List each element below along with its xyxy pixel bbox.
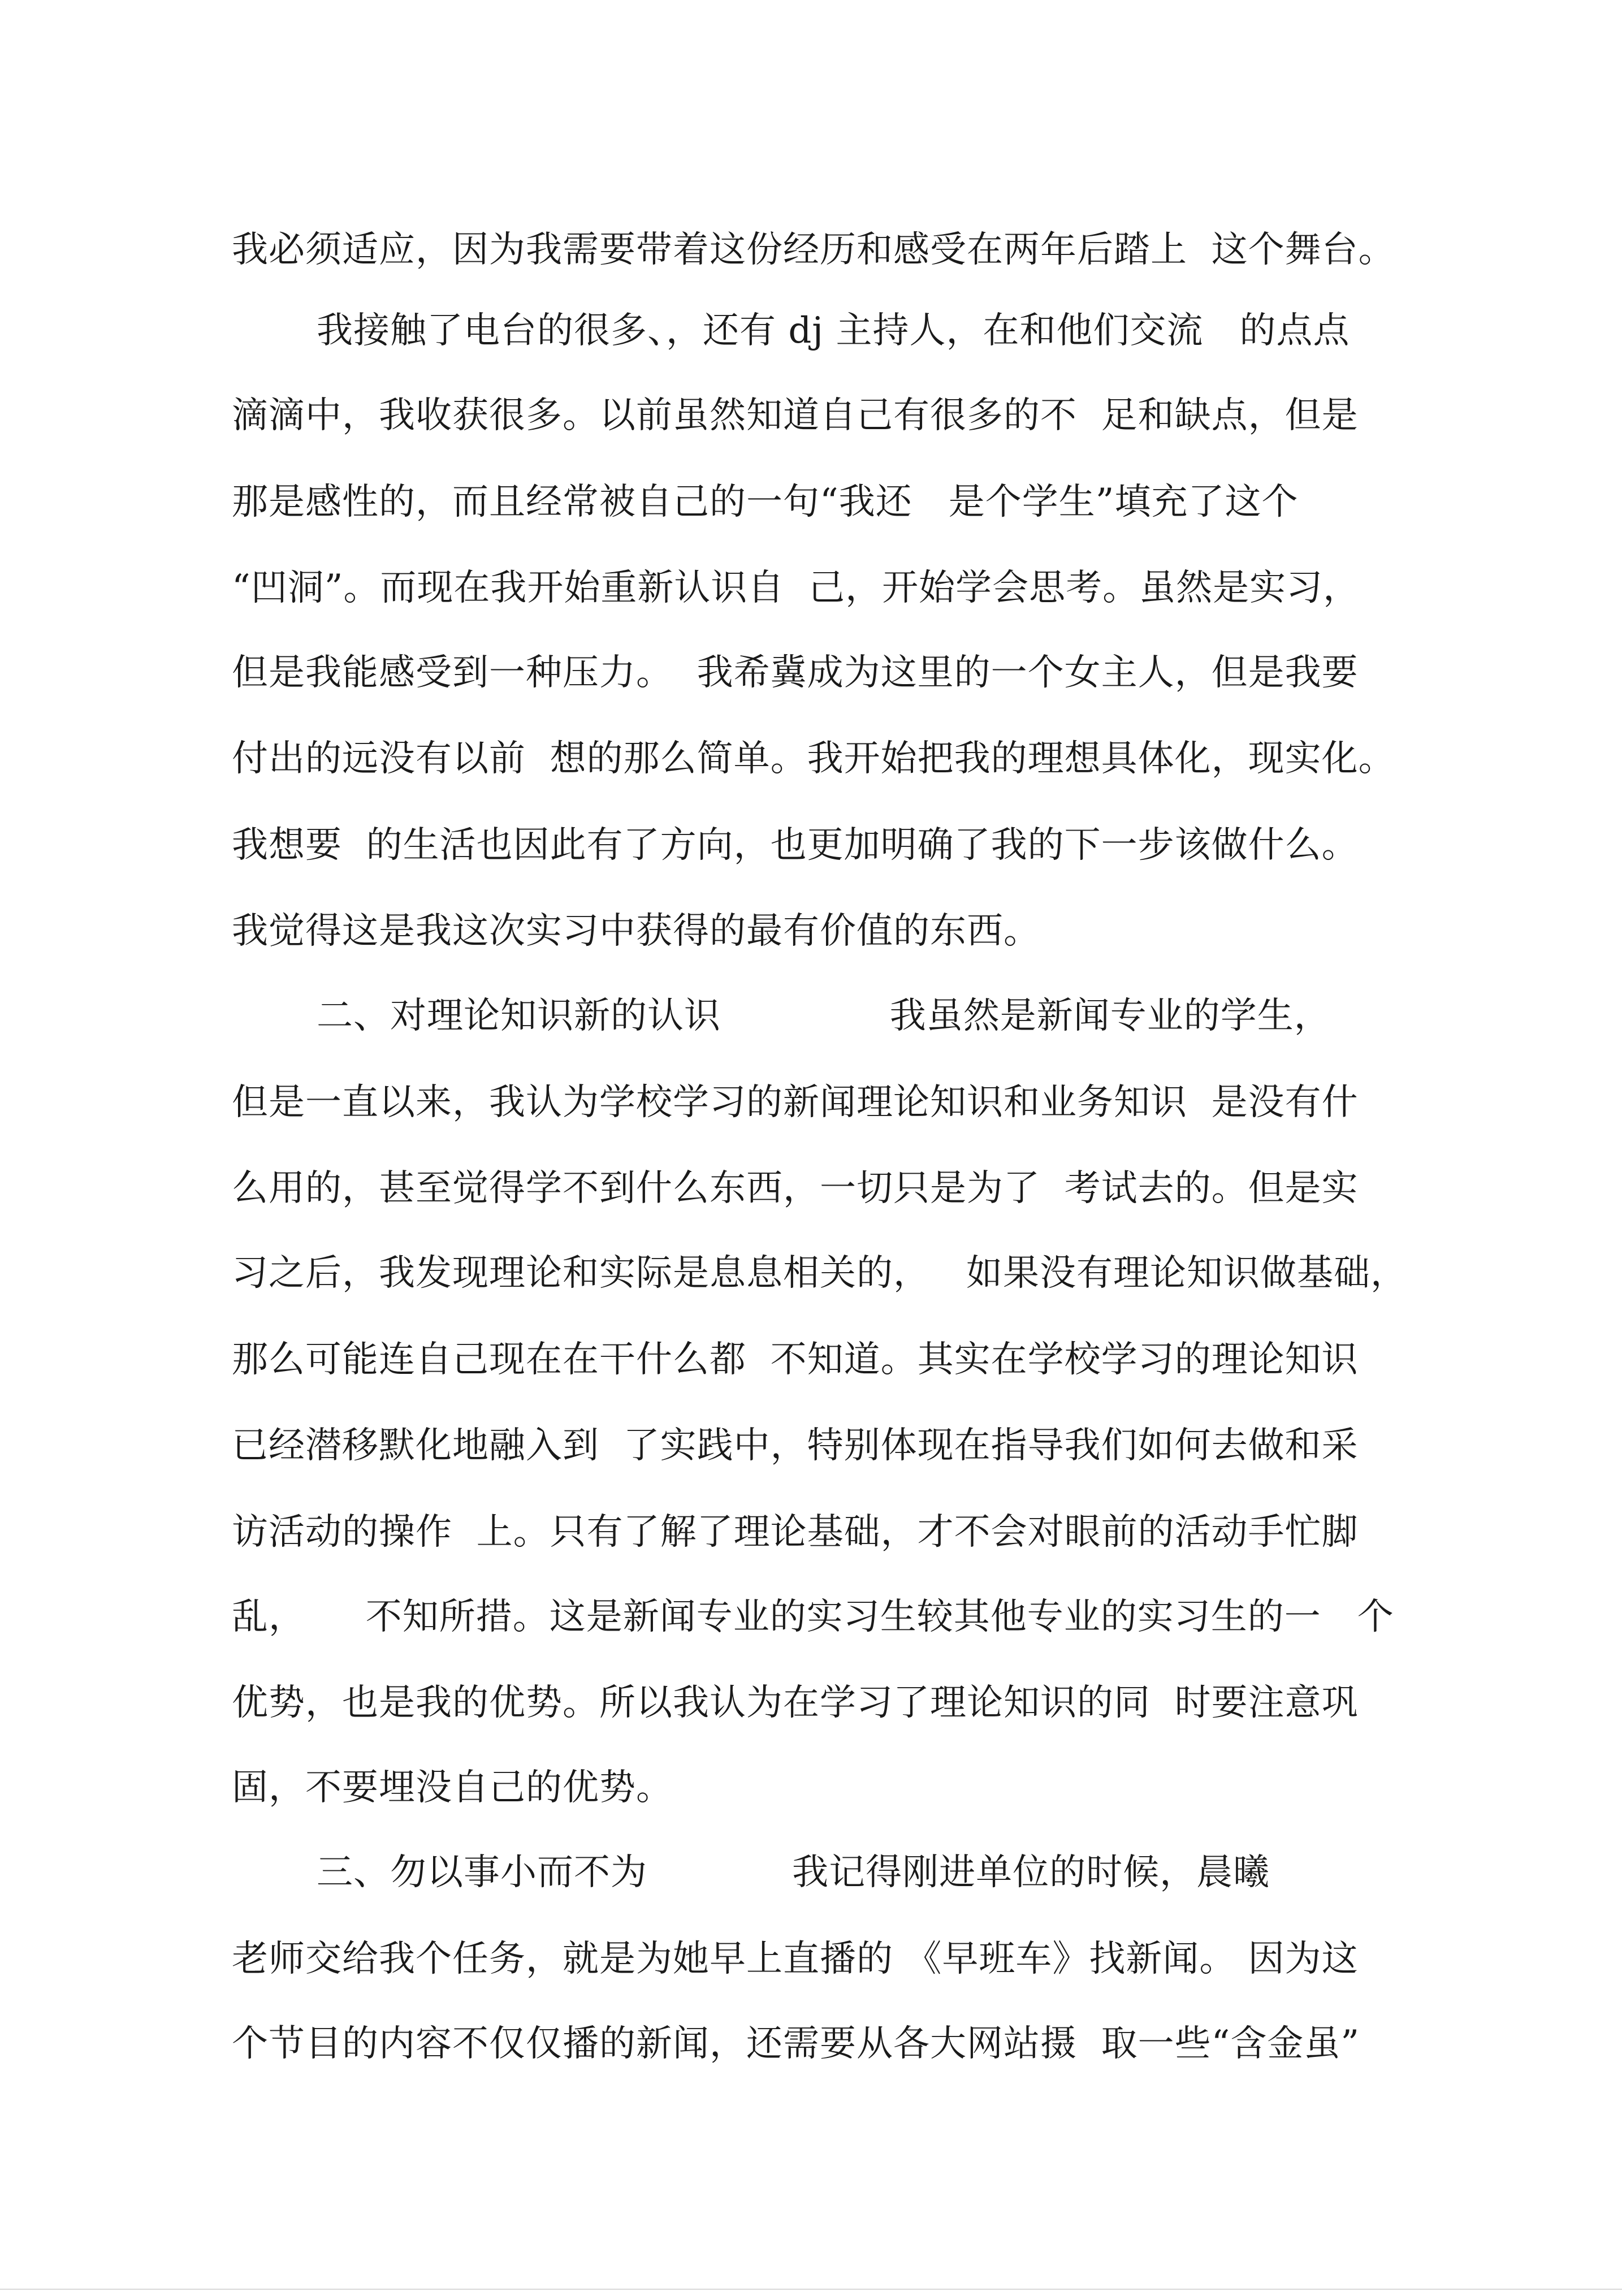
section-heading-2: 二、对理论知识新的认识 我虽然是新闻专业的学生， <box>317 995 1331 1037</box>
paragraph-start: 我接触了电台的很多、，还有 dj 主持人，在和他们交流 的点点 <box>317 310 1350 352</box>
text-line: 付出的远没有以前 想的那么简单。我开始把我的理想具体化，现实化。 <box>232 738 1395 780</box>
text-line: 那么可能连自己现在在干什么都 不知道。其实在学校学习的理论知识 <box>232 1339 1359 1381</box>
text-line: 访活动的操作 上。只有了解了理论基础，才不会对眼前的活动手忙脚 <box>232 1511 1359 1553</box>
text-line: 但是一直以来，我认为学校学习的新闻理论知识和业务知识 是没有什 <box>232 1082 1359 1123</box>
text-line: 已经潜移默化地融入到 了实践中，特别体现在指导我们如何去做和采 <box>232 1425 1359 1467</box>
text-line: 么用的，甚至觉得学不到什么东西，一切只是为了 考试去的。但是实 <box>232 1168 1359 1209</box>
text-line: 滴滴中，我收获很多。以前虽然知道自己有很多的不 足和缺点，但是 <box>232 395 1359 436</box>
section-heading-3: 三、勿以事小而不为 我记得刚进单位的时候，晨曦 <box>317 1852 1270 1893</box>
text-line: 优势，也是我的优势。所以我认为在学习了理论知识的同 时要注意巩 <box>232 1682 1359 1724</box>
text-line: 我想要 的生活也因此有了方向，也更加明确了我的下一步该做什么。 <box>232 824 1359 866</box>
text-line: “凹洞”。而现在我开始重新认识自 己，开始学会思考。虽然是实习， <box>232 567 1360 609</box>
text-line: 那是感性的，而且经常被自己的一句“我还 是个学生”填充了这个 <box>232 481 1299 523</box>
text-line: 我觉得这是我这次实习中获得的最有价值的东西。 <box>232 910 1040 952</box>
text-line: 习之后，我发现理论和实际是息息相关的， 如果没有理论知识做基础， <box>232 1252 1408 1294</box>
text-line: 固，不要埋没自己的优势。 <box>232 1767 673 1809</box>
text-line: 个节目的内容不仅仅播的新闻，还需要从各大网站摄 取一些“含金虽” <box>232 2023 1360 2065</box>
text-line: 我必须适应，因为我需要带着这份经历和感受在两年后踏上 这个舞台。 <box>232 229 1395 271</box>
text-line: 乱， 不知所措。这是新闻专业的实习生较其他专业的实习生的一 个 <box>232 1596 1394 1638</box>
text-line: 老师交给我个任务，就是为她早上直播的 《早班车》找新闻。 因为这 <box>232 1938 1359 1980</box>
page-bottom-divider <box>0 2289 1622 2290</box>
text-line: 但是我能感受到一种压力。 我希冀成为这里的一个女主人，但是我要 <box>232 652 1359 694</box>
